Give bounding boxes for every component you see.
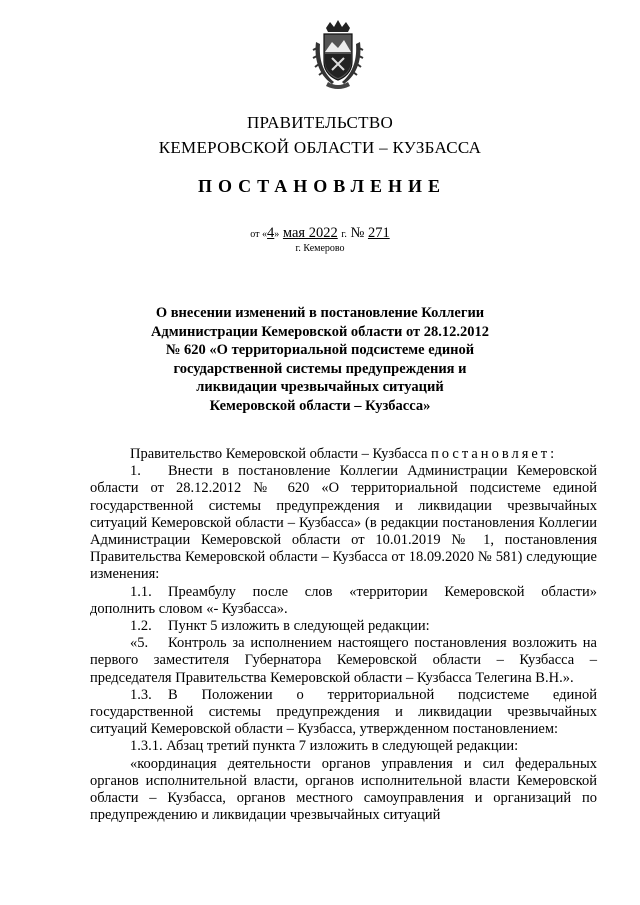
paragraph-text: В Положении о территориальной подсистеме единой государственной системы предупреждения и ликвидации чрезвычайных ситуаций Кемеровской области – Кузбасса, утвержденном постановлением: bbox=[90, 686, 597, 738]
paragraph-number: 1. bbox=[130, 463, 141, 480]
paragraph-text: Контроль за исполнением настоящего постановления возложить на первого заместителя Губернатора Кемеровской области – Кузбасса – председателя Правительства Кемеровской области – Кузбасса Телегина В.Н.». bbox=[90, 635, 597, 686]
decree-title bbox=[120, 304, 520, 415]
government-name-line2: КЕМЕРОВСКОЙ ОБЛАСТИ – КУЗБАССА bbox=[158, 138, 482, 157]
paragraph-1-3-1: 1.3.1. Абзац третий пункта 7 изложить в следующей редакции: bbox=[130, 738, 519, 755]
title-line: О внесении изменений в постановление Коллегии bbox=[155, 305, 485, 321]
paragraph-number: 1.2. bbox=[130, 618, 152, 635]
decree-body bbox=[90, 446, 597, 824]
title-line: № 620 «О территориальной подсистеме единой bbox=[165, 342, 475, 358]
government-name-line1: ПРАВИТЕЛЬСТВО bbox=[246, 113, 394, 132]
date-suffix: г. bbox=[341, 229, 347, 240]
city-name: г. Кемерово bbox=[295, 243, 345, 254]
paragraph-5-quote bbox=[90, 635, 597, 687]
date-prefix: от « bbox=[250, 229, 268, 240]
intro-verb: постановляет: bbox=[431, 446, 558, 462]
paragraph-1-2 bbox=[90, 618, 597, 635]
quoted-paragraph: «координация деятельности органов управления и сил федеральных органов исполнительной власти, органов исполнительной власти Кемеровской области – Кузбасса, органов местного самоуправления и организаций по предупреждению и ликвидации чрезвычайных ситуаций bbox=[90, 755, 597, 824]
title-line: Кемеровской области – Кузбасса» bbox=[209, 397, 431, 414]
paragraph-1-1 bbox=[90, 584, 597, 618]
intro-paragraph bbox=[90, 446, 597, 463]
document-type-heading: ПОСТАНОВЛЕНИЕ bbox=[197, 176, 447, 196]
date-day: 4 bbox=[267, 225, 275, 241]
paragraph-text: Пункт 5 изложить в следующей редакции: bbox=[168, 618, 430, 635]
coat-of-arms-icon bbox=[308, 18, 368, 92]
title-line: государственной системы предупреждения и bbox=[173, 360, 467, 377]
paragraph-number: 1.3. bbox=[130, 686, 152, 703]
paragraph-1-3 bbox=[90, 687, 597, 739]
title-line: Администрации Кемеровской области от 28.12.2012 bbox=[150, 323, 490, 340]
date-number-line bbox=[0, 225, 640, 242]
paragraph-number: «5. bbox=[130, 635, 149, 652]
coat-of-arms-emblem bbox=[308, 18, 368, 92]
paragraph-number: 1.1. bbox=[130, 583, 152, 600]
paragraph-1 bbox=[90, 463, 597, 583]
paragraph-text: Преамбулу после слов «территории Кемеровской области» дополнить словом «- Кузбасса». bbox=[90, 583, 597, 617]
date-month-year: мая 2022 bbox=[282, 225, 338, 241]
number-prefix: № bbox=[350, 225, 365, 241]
title-line: ликвидации чрезвычайных ситуаций bbox=[196, 379, 444, 395]
date-mid: » bbox=[274, 229, 280, 240]
paragraph-text: Внести в постановление Коллегии Администрации Кемеровской области от 28.12.2012 № 620 «О территориальной подсистеме единой государственной системы предупреждения и ликвидации чрезвычайных ситуаций Кемеровской области – Кузбасса» (в редакции постановления Коллегии Администрации Кемеровской области от 10.01.2019 № 1, постановления Правительства Кемеровской области – Кузбасса от 18.09.2020 № 581) следующие изменения: bbox=[90, 463, 597, 583]
decree-number: 271 bbox=[367, 225, 390, 241]
intro-text: Правительство Кемеровской области – Кузбасса bbox=[130, 446, 428, 462]
